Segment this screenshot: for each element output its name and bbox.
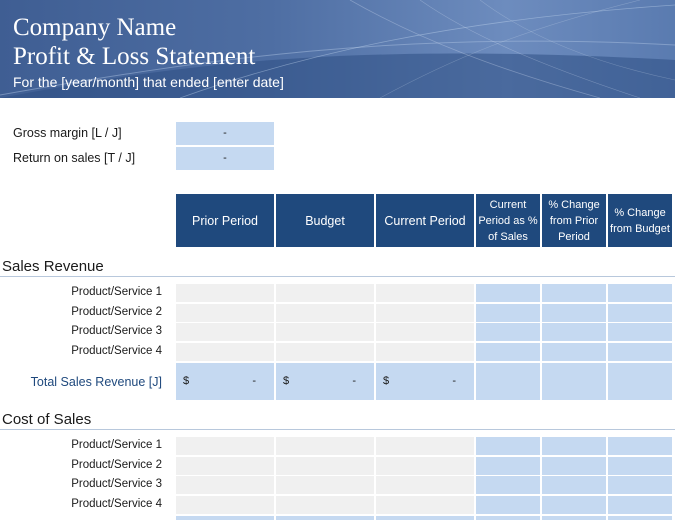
row-label: Product/Service 2 bbox=[71, 458, 162, 471]
header-banner bbox=[0, 0, 675, 98]
cell-prior-period[interactable] bbox=[176, 284, 274, 302]
cell-current-period[interactable] bbox=[376, 496, 474, 514]
cell-prior-period[interactable] bbox=[176, 304, 274, 322]
cell-current-period[interactable] bbox=[376, 323, 474, 341]
cell-change-from-budget[interactable] bbox=[608, 284, 672, 302]
total-sales-percent-of-sales[interactable] bbox=[476, 363, 540, 400]
cell-current-period[interactable] bbox=[376, 304, 474, 322]
column-header-change-from-prior[interactable]: % Change from Prior Period bbox=[542, 194, 606, 247]
cell-budget[interactable] bbox=[276, 284, 374, 302]
total-sales-change-from-prior[interactable] bbox=[542, 363, 606, 400]
cell-budget[interactable] bbox=[276, 343, 374, 361]
total-cost-percent-of-sales[interactable] bbox=[476, 516, 540, 520]
cell-prior-period[interactable] bbox=[176, 323, 274, 341]
cell-budget[interactable] bbox=[276, 457, 374, 475]
currency-symbol: $ bbox=[183, 375, 190, 387]
cell-current-period[interactable] bbox=[376, 343, 474, 361]
cell-change-from-prior[interactable] bbox=[542, 343, 606, 361]
cell-change-from-prior[interactable] bbox=[542, 496, 606, 514]
row-label: Product/Service 1 bbox=[71, 439, 162, 451]
row-label: Product/Service 1 bbox=[71, 286, 162, 298]
column-header-change-from-budget[interactable]: % Change from Budget bbox=[608, 194, 672, 247]
cell-change-from-prior[interactable] bbox=[542, 304, 606, 322]
total-cost-budget[interactable] bbox=[276, 516, 374, 520]
cell-change-from-prior[interactable] bbox=[542, 437, 606, 455]
cell-prior-period[interactable] bbox=[176, 457, 274, 475]
total-cost-change-from-prior[interactable] bbox=[542, 516, 606, 520]
cell-current-period[interactable] bbox=[376, 457, 474, 475]
gross-margin-label: Gross margin [L / J] bbox=[13, 126, 122, 140]
total-sales-current-period[interactable] bbox=[376, 363, 474, 400]
total-cost-prior-period[interactable] bbox=[176, 516, 274, 520]
currency-symbol: $ bbox=[383, 375, 390, 387]
cell-percent-of-sales[interactable] bbox=[476, 304, 540, 322]
cell-percent-of-sales[interactable] bbox=[476, 476, 540, 494]
cell-change-from-budget[interactable] bbox=[608, 457, 672, 475]
total-sales-budget[interactable] bbox=[276, 363, 374, 400]
cell-change-from-budget[interactable] bbox=[608, 323, 672, 341]
total-value: - bbox=[252, 375, 256, 387]
section-divider bbox=[0, 429, 675, 430]
cell-current-period[interactable] bbox=[376, 437, 474, 455]
statement-title[interactable]: Profit & Loss Statement bbox=[13, 43, 256, 70]
cell-budget[interactable] bbox=[276, 496, 374, 514]
cell-current-period[interactable] bbox=[376, 476, 474, 494]
cell-percent-of-sales[interactable] bbox=[476, 496, 540, 514]
cell-change-from-prior[interactable] bbox=[542, 323, 606, 341]
total-sales-prior-period[interactable] bbox=[176, 363, 274, 400]
cell-budget[interactable] bbox=[276, 304, 374, 322]
cell-percent-of-sales[interactable] bbox=[476, 437, 540, 455]
cell-budget[interactable] bbox=[276, 476, 374, 494]
cell-prior-period[interactable] bbox=[176, 437, 274, 455]
company-name[interactable]: Company Name bbox=[13, 14, 177, 41]
cell-change-from-prior[interactable] bbox=[542, 284, 606, 302]
period-subtitle[interactable]: For the [year/month] that ended [enter date] bbox=[13, 74, 284, 90]
total-sales-revenue-label: Total Sales Revenue [J] bbox=[30, 375, 162, 389]
column-header-current-period[interactable]: Current Period bbox=[376, 194, 474, 247]
cell-change-from-budget[interactable] bbox=[608, 476, 672, 494]
currency-symbol: $ bbox=[283, 375, 290, 387]
gross-margin-value[interactable]: - bbox=[176, 122, 274, 145]
cell-change-from-budget[interactable] bbox=[608, 496, 672, 514]
row-label: Product/Service 4 bbox=[71, 498, 162, 511]
cell-prior-period[interactable] bbox=[176, 476, 274, 494]
cell-percent-of-sales[interactable] bbox=[476, 323, 540, 341]
column-header-budget[interactable]: Budget bbox=[276, 194, 374, 247]
cell-change-from-budget[interactable] bbox=[608, 437, 672, 455]
row-label: Product/Service 2 bbox=[71, 305, 162, 318]
total-cost-change-from-budget[interactable] bbox=[608, 516, 672, 520]
return-on-sales-value[interactable]: - bbox=[176, 147, 274, 170]
section-title-cost-of-sales[interactable]: Cost of Sales bbox=[2, 411, 92, 428]
return-on-sales-label: Return on sales [T / J] bbox=[13, 151, 136, 165]
section-title-sales-revenue[interactable]: Sales Revenue bbox=[2, 258, 104, 275]
total-cost-current-period[interactable] bbox=[376, 516, 474, 520]
row-label: Product/Service 3 bbox=[71, 325, 162, 338]
column-header-prior-period[interactable]: Prior Period bbox=[176, 194, 274, 247]
total-sales-change-from-budget[interactable] bbox=[608, 363, 672, 400]
section-divider bbox=[0, 276, 675, 277]
cell-prior-period[interactable] bbox=[176, 496, 274, 514]
cell-change-from-budget[interactable] bbox=[608, 343, 672, 361]
column-header-percent-of-sales[interactable]: Current Period as % of Sales bbox=[476, 194, 540, 247]
cell-percent-of-sales[interactable] bbox=[476, 284, 540, 302]
cell-change-from-prior[interactable] bbox=[542, 457, 606, 475]
cell-current-period[interactable] bbox=[376, 284, 474, 302]
cell-budget[interactable] bbox=[276, 323, 374, 341]
cell-budget[interactable] bbox=[276, 437, 374, 455]
cell-percent-of-sales[interactable] bbox=[476, 343, 540, 361]
cell-change-from-prior[interactable] bbox=[542, 476, 606, 494]
row-label: Product/Service 4 bbox=[71, 345, 162, 358]
total-value: - bbox=[352, 375, 356, 387]
cell-change-from-budget[interactable] bbox=[608, 304, 672, 322]
cell-prior-period[interactable] bbox=[176, 343, 274, 361]
row-label: Product/Service 3 bbox=[71, 478, 162, 491]
cell-percent-of-sales[interactable] bbox=[476, 457, 540, 475]
total-value: - bbox=[452, 375, 456, 387]
